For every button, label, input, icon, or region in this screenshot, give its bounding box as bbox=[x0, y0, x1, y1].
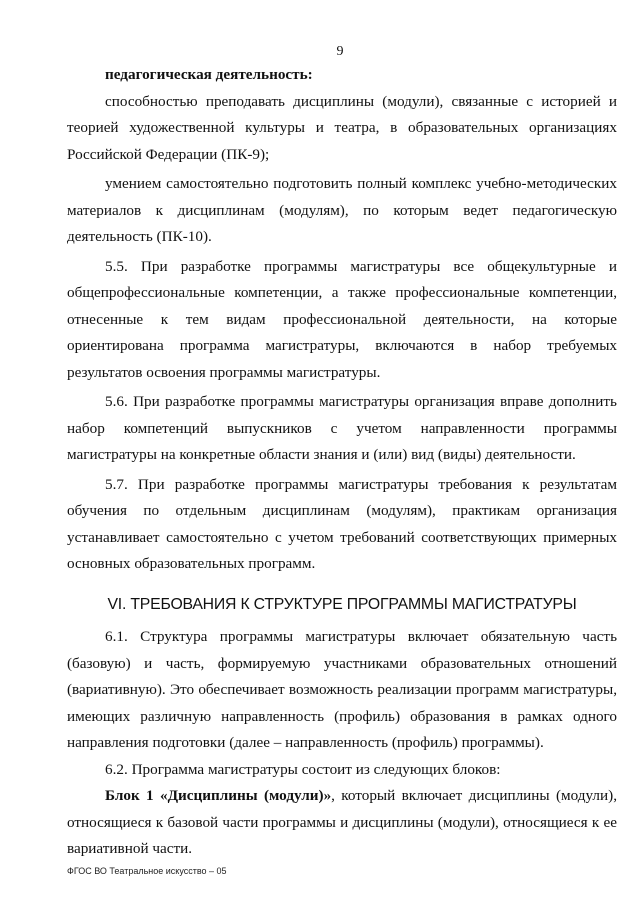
paragraph-5-6: 5.6. При разработке программы магистратуры организация вправе дополнить набор компетенций выпускников с учетом направленности программы магистратуры на конкретные области знания и (или) вид (виды) деятельности. bbox=[67, 393, 617, 463]
paragraph-6-2: 6.2. Программа магистратуры состоит из следующих блоков: bbox=[105, 760, 501, 778]
pedagogical-activity-heading: педагогическая деятельность: bbox=[105, 66, 313, 83]
paragraph-5-5: 5.5. При разработке программы магистратуры все общекультурные и общепрофессиональные компетенции, а также профессиональные компетенции, отнесенные к тем видам профессиональной деятельности, на которые ориентирована программа магистратуры, включаются в набор требуемых результатов освоения программы магистратуры. bbox=[67, 257, 617, 381]
document-body bbox=[67, 62, 617, 863]
document-footer: ФГОС ВО Театральное искусство – 05 bbox=[67, 866, 227, 876]
section-vi-heading: VI. ТРЕБОВАНИЯ К СТРУКТУРЕ ПРОГРАММЫ МАГИСТРАТУРЫ bbox=[107, 595, 577, 613]
paragraph-6-1: 6.1. Структура программы магистратуры включает обязательную часть (базовую) и часть, формируемую участниками образовательных отношений (вариативную). Это обеспечивает возможность реализации программ магистратуры, имеющих различную направленность (профиль) образования в рамках одного направления подготовки (далее – направленность (профиль) программы). bbox=[67, 628, 617, 751]
competence-pk10: умением самостоятельно подготовить полный комплекс учебно-методических материалов к дисциплинам (модулям), по которым ведет педагогическую деятельность (ПК-10). bbox=[67, 175, 617, 245]
competence-pk9: способностью преподавать дисциплины (модули), связанные с историей и теорией художественной культуры и театра, в образовательных организациях Российской Федерации (ПК-9); bbox=[67, 92, 617, 163]
page-number: 9 bbox=[336, 44, 344, 59]
paragraph-5-7: 5.7. При разработке программы магистратуры требования к результатам обучения по отдельным дисциплинам (модулям), практикам организация устанавливает самостоятельно с учетом требований соответствующих примерных основных образовательных программ. bbox=[67, 475, 617, 572]
block-1-text: , который включает дисциплины (модули), относящиеся к базовой части программы и дисциплины (модули), относящиеся к ее вариативной части. bbox=[67, 787, 617, 857]
block-1-description bbox=[67, 783, 617, 863]
block-1-title: Блок 1 «Дисциплины (модули)» bbox=[105, 787, 332, 804]
